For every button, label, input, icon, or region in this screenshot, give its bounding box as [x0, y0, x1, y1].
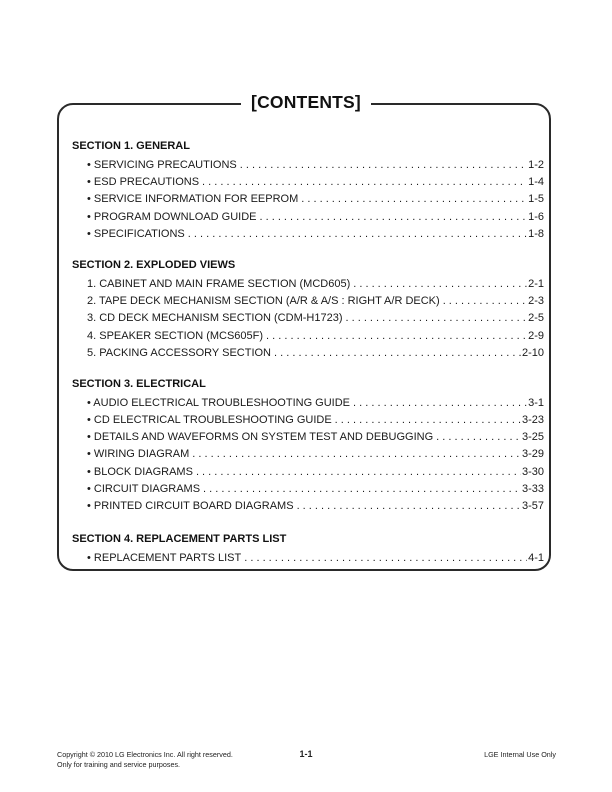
leader-dots	[350, 276, 527, 293]
entry-page: 3-1	[528, 396, 544, 409]
toc-entry[interactable]	[72, 550, 544, 567]
leader-dots	[271, 345, 521, 362]
entry-label: • BLOCK DIAGRAMS	[87, 465, 193, 478]
title-wrap	[0, 92, 612, 113]
toc-entry[interactable]	[72, 429, 544, 446]
entry-page: 2-9	[528, 329, 544, 342]
entry-page: 3-57	[521, 500, 544, 512]
leader-dots	[263, 328, 527, 345]
entry-page: 2-1	[528, 277, 544, 290]
footer-page-number: 1-1	[299, 749, 313, 759]
entry-page: 2-5	[528, 312, 544, 325]
section-heading: SECTION 4. REPLACEMENT PARTS LIST	[72, 533, 287, 546]
toc-entry[interactable]	[72, 395, 544, 412]
entry-label: • SERVICE INFORMATION FOR EEPROM	[87, 193, 299, 206]
toc-entry[interactable]	[72, 464, 544, 481]
leader-dots	[193, 464, 521, 481]
entry-page: 2-3	[528, 295, 544, 308]
page-title: [CONTENTS]	[241, 92, 371, 113]
section-3	[72, 376, 544, 515]
toc-entry[interactable]	[72, 226, 544, 243]
toc-entry[interactable]	[72, 191, 544, 208]
toc-entry[interactable]	[72, 328, 544, 345]
toc-entry[interactable]	[72, 498, 544, 515]
leader-dots	[199, 174, 527, 191]
toc-entry[interactable]	[72, 209, 544, 226]
leader-dots	[342, 310, 527, 327]
leader-dots	[241, 550, 527, 567]
copyright-line-1: Copyright © 2010 LG Electronics Inc. All right reserved.	[57, 750, 233, 759]
leader-dots	[298, 191, 527, 208]
entry-page: 3-23	[521, 414, 544, 427]
entry-label: • PROGRAM DOWNLOAD GUIDE	[87, 210, 257, 223]
entry-page: 4-1	[528, 552, 544, 565]
entry-label: • PRINTED CIRCUIT BOARD DIAGRAMS	[87, 500, 294, 512]
entry-page: 2-10	[521, 346, 544, 359]
toc-entry[interactable]	[72, 174, 544, 191]
toc-entry[interactable]	[72, 345, 544, 362]
leader-dots	[256, 209, 527, 226]
section-heading: SECTION 1. GENERAL	[72, 140, 190, 152]
entry-label: • ESD PRECAUTIONS	[87, 176, 200, 189]
section-2	[72, 257, 544, 362]
entry-page: 1-4	[528, 176, 544, 189]
section-1	[72, 138, 544, 243]
leader-dots	[440, 293, 527, 310]
leader-dots	[332, 412, 521, 429]
entry-page: 1-6	[528, 210, 544, 223]
entry-label: • WIRING DIAGRAM	[87, 448, 190, 461]
toc-entry[interactable]	[72, 157, 544, 174]
entry-page: 1-8	[528, 227, 544, 240]
section-heading: SECTION 2. EXPLODED VIEWS	[72, 258, 236, 271]
leader-dots	[433, 429, 521, 446]
entry-page: 3-33	[521, 482, 544, 495]
contents-list	[72, 138, 544, 581]
entry-label: • CIRCUIT DIAGRAMS	[87, 482, 201, 495]
entry-label: 4. SPEAKER SECTION (MCS605F)	[87, 329, 264, 342]
entry-label: 2. TAPE DECK MECHANISM SECTION (A/R & A/S : RIGHT A/R DECK)	[87, 295, 440, 308]
entry-page: 3-25	[521, 431, 544, 444]
toc-entry[interactable]	[72, 276, 544, 293]
toc-entry[interactable]	[72, 481, 544, 498]
leader-dots	[185, 226, 527, 243]
entry-page: 3-29	[521, 448, 544, 461]
toc-entry[interactable]	[72, 310, 544, 327]
section-heading: SECTION 3. ELECTRICAL	[72, 377, 206, 390]
entry-label: 5. PACKING ACCESSORY SECTION	[87, 346, 271, 359]
leader-dots	[200, 481, 521, 498]
entry-label: • DETAILS AND WAVEFORMS ON SYSTEM TEST AND DEBUGGING	[87, 431, 434, 444]
section-4	[72, 531, 544, 567]
entry-label: • SPECIFICATIONS	[87, 227, 185, 240]
entry-label: 1. CABINET AND MAIN FRAME SECTION (MCD605)	[87, 277, 351, 290]
entry-page: 3-30	[521, 465, 544, 478]
entry-label: • REPLACEMENT PARTS LIST	[87, 552, 242, 565]
leader-dots	[237, 157, 527, 174]
entry-page: 1-2	[528, 159, 544, 171]
entry-page: 1-5	[528, 193, 544, 206]
toc-entry[interactable]	[72, 446, 544, 463]
copyright-line-2: Only for training and service purposes.	[57, 760, 181, 769]
toc-entry[interactable]	[72, 412, 544, 429]
entry-label: 3. CD DECK MECHANISM SECTION (CDM-H1723)	[87, 312, 343, 325]
leader-dots	[189, 446, 521, 463]
leader-dots	[350, 395, 527, 412]
entry-label: • CD ELECTRICAL TROUBLESHOOTING GUIDE	[87, 414, 332, 427]
leader-dots	[294, 498, 521, 515]
toc-entry[interactable]	[72, 293, 544, 310]
entry-label: • SERVICING PRECAUTIONS	[87, 159, 237, 171]
footer-internal-use: LGE Internal Use Only	[484, 750, 556, 759]
entry-label: • AUDIO ELECTRICAL TROUBLESHOOTING GUIDE	[87, 396, 351, 409]
